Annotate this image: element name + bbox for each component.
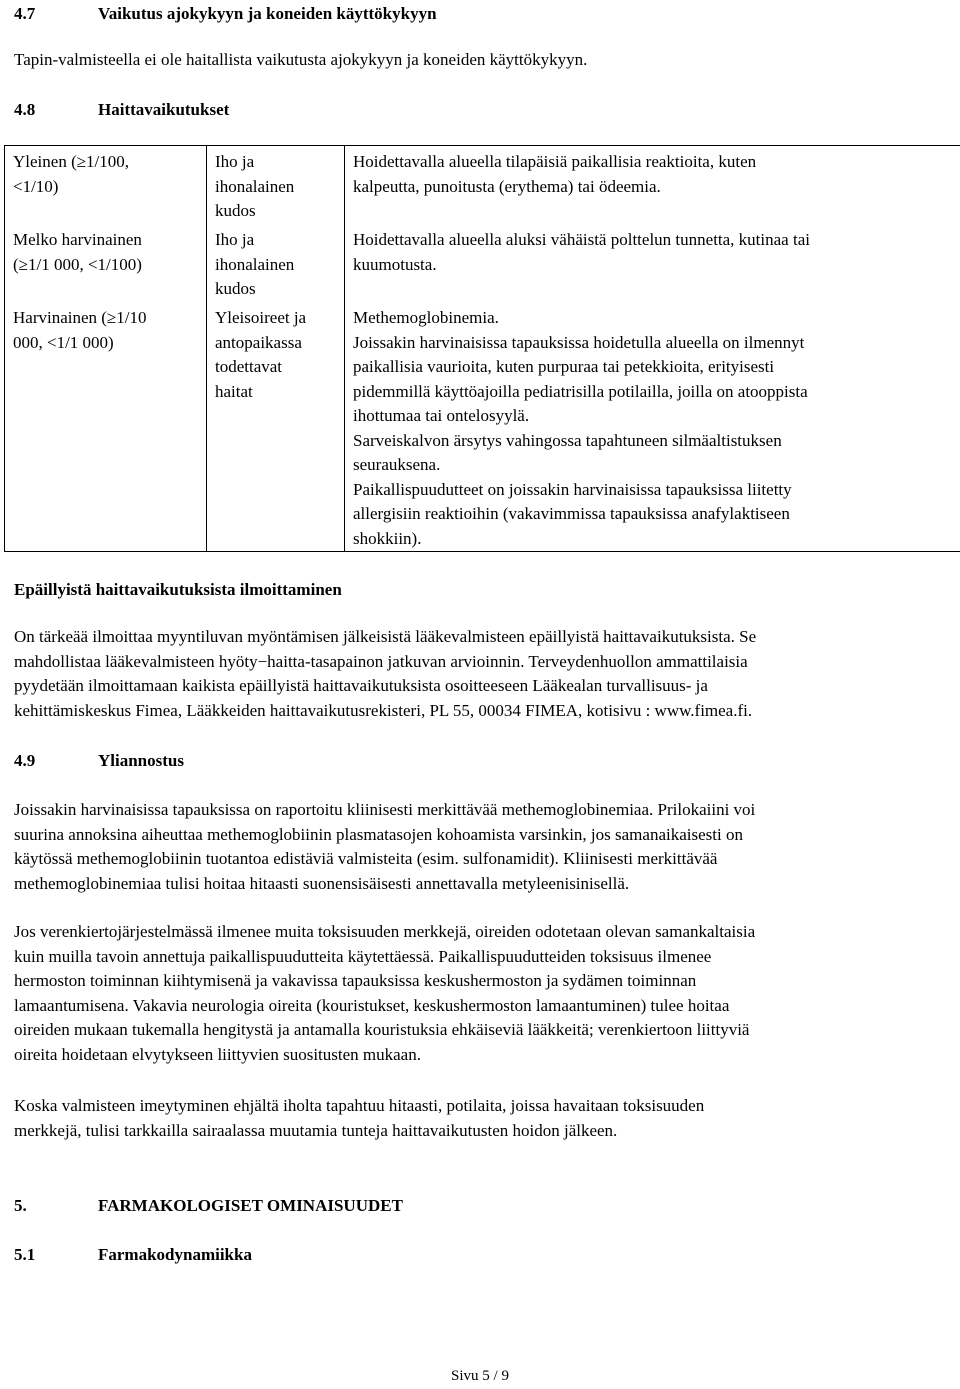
page-number: Sivu 5 / 9 — [0, 1364, 960, 1389]
cell-line: Joissakin harvinaisissa tapauksissa hoidetulla alueella on ilmennyt — [353, 331, 952, 356]
text-line: mahdollistaa lääkevalmisteen hyöty−haitta-tasapainon jatkuvan arvioinnin. Terveydenhuollon ammattilaisia — [14, 650, 944, 675]
cell-line: paikallisia vaurioita, kuten purpuraa tai petekkioita, erityisesti — [353, 355, 952, 380]
cell-line: shokkiin). — [353, 527, 952, 552]
frequency-cell — [13, 306, 198, 355]
text-line: kuin muilla tavoin annettuja paikallispuudutteita käytettäessä. Paikallispuudutteiden toksisuus ilmenee — [14, 945, 944, 970]
effect-column — [345, 146, 960, 552]
cell-line: Iho ja — [215, 150, 336, 175]
text-line: methemoglobinemiaa tulisi hoitaa hitaasti suonensisäisesti annettavalla metyleenisinisellä. — [14, 872, 944, 897]
text-line: kehittämiskeskus Fimea, Lääkkeiden haittavaikutusrekisteri, PL 55, 00034 FIMEA, kotisivu : www.fimea.fi. — [14, 699, 944, 724]
cell-line: Yleisoireet ja — [215, 306, 336, 331]
cell-line: Hoidettavalla alueella tilapäisiä paikallisia reaktioita, kuten — [353, 150, 952, 175]
cell-line: <1/10) — [13, 175, 198, 200]
section-title: Farmakodynamiikka — [98, 1245, 252, 1264]
cell-line: Melko harvinainen — [13, 228, 198, 253]
cell-line: 000, <1/1 000) — [13, 331, 198, 356]
organ-cell — [215, 228, 336, 302]
section-4-7-heading — [14, 2, 437, 27]
text-line: pyydetään ilmoittamaan kaikista epäillyistä haittavaikutuksista osoitteeseen Lääkealan turvallisuus- ja — [14, 674, 944, 699]
adverse-effects-table — [4, 145, 960, 552]
cell-line: Methemoglobinemia. — [353, 306, 952, 331]
section-4-9-heading — [14, 749, 184, 774]
frequency-cell — [13, 150, 198, 224]
cell-line: seurauksena. — [353, 453, 952, 478]
frequency-cell — [13, 228, 198, 302]
effect-cell — [353, 228, 952, 302]
text-line: hermoston toiminnan kiihtymisenä ja vakavissa tapauksissa keskushermoston ja sydämen toiminnan — [14, 969, 944, 994]
reporting-heading: Epäillyistä haittavaikutuksista ilmoittaminen — [14, 578, 342, 603]
cell-line: Yleinen (≥1/100, — [13, 150, 198, 175]
text-line: On tärkeää ilmoittaa myyntiluvan myöntämisen jälkeisistä lääkevalmisteen epäillyistä haittavaikutuksista. Se — [14, 625, 944, 650]
section-number: 5.1 — [14, 1243, 98, 1268]
section-number: 4.9 — [14, 749, 98, 774]
frequency-column — [5, 146, 207, 552]
organ-column — [207, 146, 345, 552]
section-5-heading — [14, 1194, 403, 1219]
section-number: 4.7 — [14, 2, 98, 27]
section-title: Vaikutus ajokykyyn ja koneiden käyttökykyyn — [98, 4, 437, 23]
cell-line: allergisiin reaktioihin (vakavimmissa tapauksissa anafylaktiseen — [353, 502, 952, 527]
cell-line: haitat — [215, 380, 336, 405]
overdose-paragraph-2 — [14, 920, 944, 1067]
section-title: Yliannostus — [98, 751, 184, 770]
table-row — [5, 146, 960, 552]
cell-line: Harvinainen (≥1/10 — [13, 306, 198, 331]
reporting-paragraph — [14, 625, 944, 723]
overdose-paragraph-3 — [14, 1094, 944, 1143]
effect-cell — [353, 306, 952, 551]
cell-line: kudos — [215, 199, 336, 224]
cell-line: kudos — [215, 277, 336, 302]
section-4-8-heading — [14, 98, 229, 123]
text-line: suurina annoksina aiheuttaa methemoglobiinin plasmatasojen kohoamista varsinkin, jos samanaikaisesti on — [14, 823, 944, 848]
section-5-1-heading — [14, 1243, 252, 1268]
section-title: FARMAKOLOGISET OMINAISUUDET — [98, 1196, 403, 1215]
effect-cell — [353, 150, 952, 224]
text-line: lamaantumisena. Vakavia neurologia oireita (kouristukset, keskushermoston lamaantuminen) tulee hoitaa — [14, 994, 944, 1019]
text-line: käytössä methemoglobiinin tuotantoa edistäviä valmisteita (esim. sulfonamidit). Kliinisesti merkittävää — [14, 847, 944, 872]
overdose-paragraph-1 — [14, 798, 944, 896]
cell-line: ihonalainen — [215, 175, 336, 200]
section-number: 5. — [14, 1194, 98, 1219]
cell-line: ihonalainen — [215, 253, 336, 278]
cell-line: kuumotusta. — [353, 253, 952, 278]
cell-line: Iho ja — [215, 228, 336, 253]
cell-line: pidemmillä käyttöajoilla pediatrisilla potilailla, joilla on atooppista — [353, 380, 952, 405]
section-title: Haittavaikutukset — [98, 100, 229, 119]
cell-line: (≥1/1 000, <1/100) — [13, 253, 198, 278]
text-line: Joissakin harvinaisissa tapauksissa on raportoitu kliinisesti merkittävää methemoglobinemiaa. Prilokaiini voi — [14, 798, 944, 823]
text-line: oireita hoidetaan elvytykseen liittyvien suositusten mukaan. — [14, 1043, 944, 1068]
section-number: 4.8 — [14, 98, 98, 123]
cell-line: Paikallispuudutteet on joissakin harvinaisissa tapauksissa liitetty — [353, 478, 952, 503]
cell-line: Hoidettavalla alueella aluksi vähäistä polttelun tunnetta, kutinaa tai — [353, 228, 952, 253]
cell-line: todettavat — [215, 355, 336, 380]
organ-cell — [215, 306, 336, 404]
text-line: oireiden mukaan tukemalla hengitystä ja antamalla kouristuksia ehkäiseviä lääkkeitä; verenkiertoon liittyviä — [14, 1018, 944, 1043]
text-line: merkkejä, tulisi tarkkailla sairaalassa muutamia tunteja haittavaikutusten hoidon jälkeen. — [14, 1119, 944, 1144]
cell-line: Sarveiskalvon ärsytys vahingossa tapahtuneen silmäaltistuksen — [353, 429, 952, 454]
text-line: Jos verenkiertojärjestelmässä ilmenee muita toksisuuden merkkejä, oireiden odotetaan olevan samankaltaisia — [14, 920, 944, 945]
organ-cell — [215, 150, 336, 224]
section-4-7-text: Tapin-valmisteella ei ole haitallista vaikutusta ajokykyyn ja koneiden käyttökykyyn. — [14, 48, 587, 73]
text-line: Koska valmisteen imeytyminen ehjältä iholta tapahtuu hitaasti, potilaita, joissa havaitaan toksisuuden — [14, 1094, 944, 1119]
cell-line: antopaikassa — [215, 331, 336, 356]
cell-line: ihottumaa tai ontelosyylä. — [353, 404, 952, 429]
cell-line: kalpeutta, punoitusta (erythema) tai ödeemia. — [353, 175, 952, 200]
